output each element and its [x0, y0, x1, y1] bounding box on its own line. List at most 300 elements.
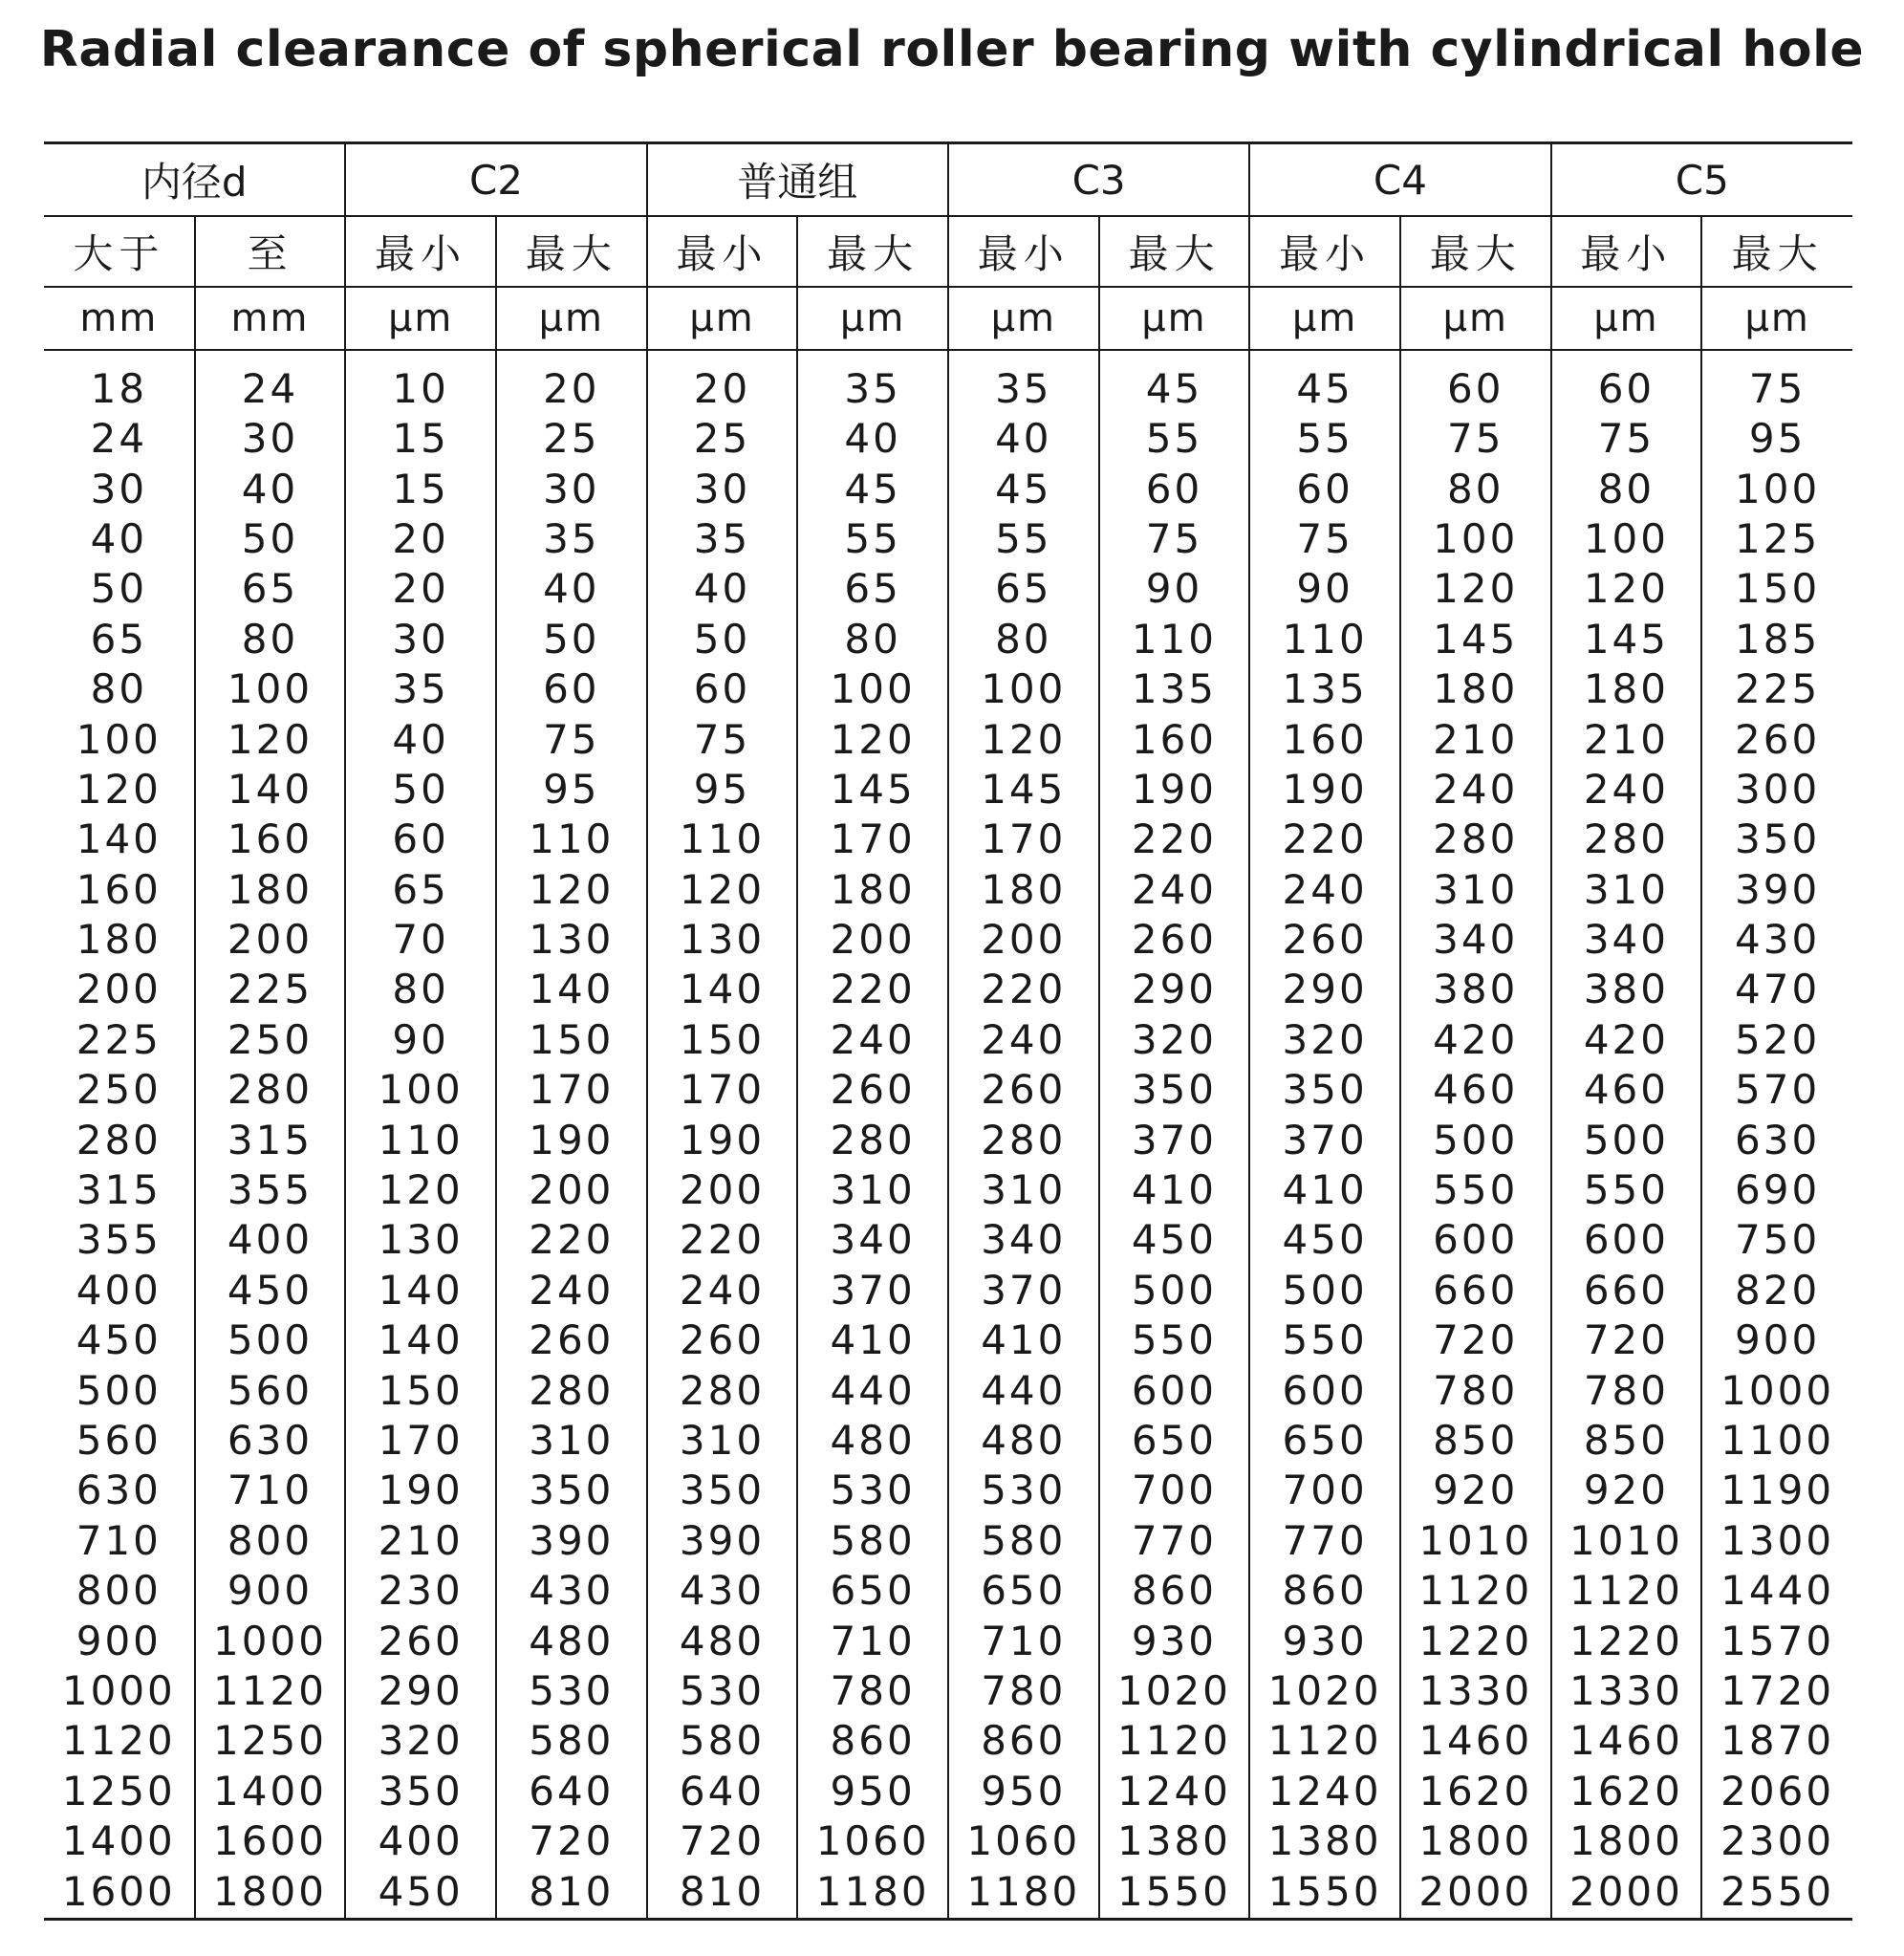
table-cell: 150: [345, 1365, 496, 1415]
table-cell: 200: [797, 915, 948, 965]
table-cell: 220: [948, 965, 1099, 1014]
table-cell: 500: [1551, 1115, 1702, 1164]
table-cell: 290: [1249, 965, 1400, 1014]
table-cell: 185: [1701, 615, 1852, 664]
unit-cell: μm: [647, 287, 798, 350]
table-cell: 145: [797, 765, 948, 815]
table-cell: 860: [1249, 1566, 1400, 1616]
table-cell: 340: [797, 1215, 948, 1265]
table-cell: 75: [1249, 514, 1400, 564]
table-cell: 860: [948, 1716, 1099, 1766]
table-cell: 145: [1551, 615, 1702, 664]
table-cell: 900: [76, 1617, 162, 1664]
table-cell: 280: [76, 1116, 162, 1163]
unit-cell: μm: [1551, 287, 1702, 350]
sub-header-min: 最小: [1249, 216, 1400, 287]
table-cell: 55: [797, 514, 948, 564]
table-cell: 440: [797, 1365, 948, 1415]
table-cell: 1180: [797, 1866, 948, 1920]
table-cell: 35: [948, 350, 1099, 414]
table-cell: 240: [1551, 765, 1702, 815]
table-cell: 1020: [1099, 1666, 1250, 1716]
table-cell: 25: [647, 414, 798, 464]
table-cell: 250: [76, 1066, 162, 1114]
table-cell: 100: [1400, 514, 1551, 564]
table-cell: 225: [1701, 664, 1852, 714]
table-cell: 720: [647, 1816, 798, 1866]
table-cell: 380: [1400, 965, 1551, 1014]
table-cell: 1120: [61, 1717, 176, 1765]
sub-header-min: 最小: [1551, 216, 1702, 287]
table-cell: 380: [1551, 965, 1702, 1014]
table-cell: 570: [1701, 1065, 1852, 1115]
table-cell: 600: [1249, 1365, 1400, 1415]
table-cell: 860: [797, 1716, 948, 1766]
table-cell: 1180: [948, 1866, 1099, 1920]
unit-cell: μm: [1701, 287, 1852, 350]
table-cell: 440: [948, 1365, 1099, 1415]
table-cell: 1060: [797, 1816, 948, 1866]
table-cell: 370: [948, 1266, 1099, 1315]
table-cell: 135: [1249, 664, 1400, 714]
table-cell: 710: [948, 1616, 1099, 1665]
table-cell: 40: [90, 514, 148, 562]
table-cell: 55: [948, 514, 1099, 564]
table-cell: 135: [1099, 664, 1250, 714]
group-c4: C4: [1249, 143, 1550, 217]
table-row: [44, 1215, 1852, 1265]
table-cell: 290: [345, 1666, 496, 1716]
table-cell: 1720: [1701, 1666, 1852, 1716]
table-cell: 160: [195, 815, 346, 864]
page-title: Radial clearance of spherical roller bearing with cylindrical hole: [39, 21, 1865, 78]
table-cell: 10: [345, 350, 496, 414]
sub-header-max: 最大: [1400, 216, 1551, 287]
table-cell: 100: [195, 664, 346, 714]
table-cell: 190: [647, 1115, 798, 1164]
table-cell: 170: [948, 815, 1099, 864]
table-row: [44, 965, 1852, 1014]
table-cell: 55: [1099, 414, 1250, 464]
table-cell: 1800: [1551, 1816, 1702, 1866]
table-cell: 370: [1249, 1115, 1400, 1164]
table-cell: 240: [1249, 865, 1400, 915]
table-cell: 660: [1551, 1266, 1702, 1315]
group-c3: C3: [948, 143, 1249, 217]
table-cell: 650: [797, 1566, 948, 1616]
table-cell: 180: [1400, 664, 1551, 714]
table-cell: 260: [797, 1065, 948, 1115]
unit-cell: μm: [948, 287, 1099, 350]
table-cell: 130: [496, 915, 647, 965]
sub-header-incl: 至: [195, 216, 346, 287]
table-cell: 640: [647, 1767, 798, 1816]
table-cell: 950: [948, 1767, 1099, 1816]
sub-header-max: 最大: [1701, 216, 1852, 287]
table-cell: 530: [948, 1466, 1099, 1515]
table-cell: 260: [1099, 915, 1250, 965]
table-cell: 280: [797, 1115, 948, 1164]
table-cell: 450: [345, 1866, 496, 1920]
table-cell: 450: [76, 1316, 162, 1364]
table-cell: 660: [1400, 1266, 1551, 1315]
table-cell: 310: [1400, 865, 1551, 915]
table-row: [44, 1516, 1852, 1566]
table-cell: 140: [76, 815, 162, 863]
unit-cell: μm: [1249, 287, 1400, 350]
table-cell: 150: [647, 1015, 798, 1065]
table-cell: 1120: [195, 1666, 346, 1716]
table-cell: 120: [1551, 564, 1702, 614]
table-cell: 820: [1701, 1266, 1852, 1315]
table-cell: 1000: [1701, 1365, 1852, 1415]
table-cell: 25: [496, 414, 647, 464]
table-cell: 24: [90, 415, 148, 463]
group-c5: C5: [1551, 143, 1852, 217]
table-cell: 530: [797, 1466, 948, 1515]
table-cell: 2000: [1551, 1866, 1702, 1920]
table-cell: 110: [1099, 615, 1250, 664]
table-cell: 220: [1099, 815, 1250, 864]
header-sub-row: [44, 216, 1852, 287]
table-cell: 180: [797, 865, 948, 915]
table-cell: 600: [1099, 1365, 1250, 1415]
table-row: [44, 664, 1852, 714]
table-cell: 300: [1701, 765, 1852, 815]
table-cell: 650: [1099, 1416, 1250, 1466]
table-cell: 500: [76, 1366, 162, 1414]
table-cell: 710: [195, 1466, 346, 1515]
table-cell: 310: [647, 1416, 798, 1466]
table-cell: 80: [1400, 464, 1551, 513]
table-cell: 920: [1400, 1466, 1551, 1515]
table-cell: 580: [797, 1516, 948, 1566]
table-cell: 580: [496, 1716, 647, 1766]
table-cell: 130: [647, 915, 798, 965]
table-cell: 240: [797, 1015, 948, 1065]
table-cell: 900: [1701, 1315, 1852, 1365]
table-cell: 50: [195, 514, 346, 564]
table-cell: 160: [76, 865, 162, 913]
table-cell: 520: [1701, 1015, 1852, 1065]
sub-header-max: 最大: [1099, 216, 1250, 287]
table-cell: 120: [345, 1165, 496, 1215]
table-cell: 170: [345, 1416, 496, 1466]
table-cell: 390: [1701, 865, 1852, 915]
table-cell: 350: [1701, 815, 1852, 864]
table-cell: 50: [90, 565, 148, 613]
table-cell: 480: [797, 1416, 948, 1466]
table-cell: 280: [647, 1365, 798, 1415]
table-cell: 260: [1701, 714, 1852, 764]
table-cell: 145: [1400, 615, 1551, 664]
header-group-row: [44, 143, 1852, 217]
table-cell: 75: [647, 714, 798, 764]
table-cell: 45: [1249, 350, 1400, 414]
table-cell: 560: [76, 1417, 162, 1464]
table-cell: 200: [195, 915, 346, 965]
unit-cell: μm: [345, 287, 496, 350]
table-cell: 190: [1099, 765, 1250, 815]
table-cell: 30: [90, 465, 148, 512]
table-cell: 1330: [1551, 1666, 1702, 1716]
table-cell: 770: [1099, 1516, 1250, 1566]
table-cell: 60: [647, 664, 798, 714]
table-row: [44, 564, 1852, 614]
table-cell: 800: [76, 1567, 162, 1615]
table-cell: 500: [1249, 1266, 1400, 1315]
sub-header-min: 最小: [948, 216, 1099, 287]
table-cell: 460: [1400, 1065, 1551, 1115]
table-row: [44, 1767, 1852, 1816]
table-cell: 90: [1249, 564, 1400, 614]
table-cell: 20: [496, 350, 647, 414]
table-cell: 450: [1099, 1215, 1250, 1265]
table-cell: 35: [647, 514, 798, 564]
table-cell: 260: [1249, 915, 1400, 965]
table-cell: 70: [345, 915, 496, 965]
table-cell: 30: [647, 464, 798, 513]
table-cell: 2550: [1701, 1866, 1852, 1920]
table-row: [44, 1616, 1852, 1665]
table-cell: 350: [647, 1466, 798, 1515]
table-cell: 160: [1099, 714, 1250, 764]
table-cell: 250: [195, 1015, 346, 1065]
table-cell: 720: [496, 1816, 647, 1866]
table-cell: 40: [195, 464, 346, 513]
table-cell: 170: [647, 1065, 798, 1115]
table-cell: 80: [1551, 464, 1702, 513]
table-cell: 500: [195, 1315, 346, 1365]
table-cell: 95: [1701, 414, 1852, 464]
table-cell: 500: [1400, 1115, 1551, 1164]
table-cell: 500: [1099, 1266, 1250, 1315]
table-cell: 95: [647, 765, 798, 815]
table-cell: 630: [1701, 1115, 1852, 1164]
table-row: [44, 714, 1852, 764]
table-cell: 80: [797, 615, 948, 664]
table-cell: 120: [195, 714, 346, 764]
table-row: [44, 1365, 1852, 1415]
table-cell: 780: [797, 1666, 948, 1716]
table-cell: 1240: [1099, 1767, 1250, 1816]
table-cell: 220: [647, 1215, 798, 1265]
header-unit-row: [44, 287, 1852, 350]
table-cell: 145: [948, 765, 1099, 815]
table-cell: 1000: [61, 1666, 176, 1714]
table-cell: 430: [647, 1566, 798, 1616]
table-cell: 390: [496, 1516, 647, 1566]
table-cell: 1800: [195, 1866, 346, 1920]
table-cell: 110: [647, 815, 798, 864]
table-cell: 850: [1551, 1416, 1702, 1466]
table-cell: 630: [195, 1416, 346, 1466]
table-cell: 45: [797, 464, 948, 513]
table-cell: 1100: [1701, 1416, 1852, 1466]
table-cell: 2300: [1701, 1816, 1852, 1866]
table-cell: 690: [1701, 1165, 1852, 1215]
table-cell: 1550: [1249, 1866, 1400, 1920]
table-cell: 170: [797, 815, 948, 864]
table-row: [44, 815, 1852, 864]
table-cell: 230: [345, 1566, 496, 1616]
table-cell: 580: [948, 1516, 1099, 1566]
table-cell: 140: [345, 1266, 496, 1315]
table-cell: 810: [647, 1866, 798, 1920]
table-cell: 140: [195, 765, 346, 815]
table-cell: 470: [1701, 965, 1852, 1014]
table-cell: 260: [647, 1315, 798, 1365]
table-cell: 350: [1249, 1065, 1400, 1115]
table-cell: 1440: [1701, 1566, 1852, 1616]
table-cell: 650: [1249, 1416, 1400, 1466]
table-cell: 60: [1249, 464, 1400, 513]
table-row: [44, 1666, 1852, 1716]
table-cell: 240: [948, 1015, 1099, 1065]
table-cell: 1010: [1400, 1516, 1551, 1566]
table-cell: 650: [948, 1566, 1099, 1616]
table-cell: 780: [948, 1666, 1099, 1716]
sub-header-min: 最小: [345, 216, 496, 287]
table-cell: 190: [345, 1466, 496, 1515]
table-cell: 40: [797, 414, 948, 464]
table-cell: 850: [1400, 1416, 1551, 1466]
table-cell: 480: [948, 1416, 1099, 1466]
table-cell: 1220: [1551, 1616, 1702, 1665]
table-cell: 1600: [44, 1866, 195, 1920]
table-cell: 930: [1099, 1616, 1250, 1665]
table-cell: 190: [1249, 765, 1400, 815]
table-cell: 180: [76, 916, 162, 964]
clearance-table-container: [44, 141, 1852, 1921]
table-cell: 340: [1551, 915, 1702, 965]
table-cell: 1600: [195, 1816, 346, 1866]
table-cell: 65: [90, 615, 148, 663]
table-cell: 530: [496, 1666, 647, 1716]
table-cell: 190: [496, 1115, 647, 1164]
table-cell: 900: [195, 1566, 346, 1616]
table-cell: 100: [948, 664, 1099, 714]
table-cell: 400: [76, 1266, 162, 1314]
table-cell: 370: [1099, 1115, 1250, 1164]
table-cell: 410: [797, 1315, 948, 1365]
table-cell: 720: [1551, 1315, 1702, 1365]
table-cell: 410: [1099, 1165, 1250, 1215]
table-header: [44, 143, 1852, 351]
table-cell: 210: [1400, 714, 1551, 764]
sub-header-max: 最大: [797, 216, 948, 287]
table-cell: 1380: [1099, 1816, 1250, 1866]
table-cell: 60: [1400, 350, 1551, 414]
table-cell: 355: [195, 1165, 346, 1215]
table-cell: 110: [496, 815, 647, 864]
table-cell: 55: [1249, 414, 1400, 464]
table-row: [44, 1716, 1852, 1766]
table-cell: 95: [496, 765, 647, 815]
table-cell: 200: [496, 1165, 647, 1215]
table-cell: 280: [496, 1365, 647, 1415]
table-cell: 140: [345, 1315, 496, 1365]
table-cell: 920: [1551, 1466, 1702, 1515]
table-cell: 15: [345, 464, 496, 513]
table-cell: 200: [948, 915, 1099, 965]
table-cell: 1060: [948, 1816, 1099, 1866]
table-cell: 45: [1099, 350, 1250, 414]
table-row: [44, 1466, 1852, 1515]
table-cell: 600: [1400, 1215, 1551, 1265]
table-cell: 60: [1099, 464, 1250, 513]
table-cell: 240: [647, 1266, 798, 1315]
table-cell: 810: [496, 1866, 647, 1920]
table-cell: 600: [1551, 1215, 1702, 1265]
table-cell: 80: [90, 665, 148, 713]
table-row: [44, 765, 1852, 815]
table-cell: 100: [1551, 514, 1702, 564]
table-cell: 1570: [1701, 1616, 1852, 1665]
table-cell: 1120: [1099, 1716, 1250, 1766]
table-cell: 240: [1400, 765, 1551, 815]
table-row: [44, 865, 1852, 915]
table-cell: 310: [496, 1416, 647, 1466]
table-cell: 630: [76, 1467, 162, 1514]
table-cell: 800: [195, 1516, 346, 1566]
table-cell: 220: [1249, 815, 1400, 864]
table-row: [44, 1115, 1852, 1164]
table-cell: 170: [496, 1065, 647, 1115]
table-cell: 1550: [1099, 1866, 1250, 1920]
sub-header-min: 最小: [647, 216, 798, 287]
table-cell: 720: [1400, 1315, 1551, 1365]
table-cell: 480: [647, 1616, 798, 1665]
table-cell: 1620: [1551, 1767, 1702, 1816]
table-cell: 310: [948, 1165, 1099, 1215]
table-cell: 220: [797, 965, 948, 1014]
table-cell: 1380: [1249, 1816, 1400, 1866]
table-cell: 20: [345, 514, 496, 564]
table-cell: 1400: [61, 1817, 176, 1865]
table-cell: 75: [496, 714, 647, 764]
table-cell: 80: [195, 615, 346, 664]
table-cell: 80: [948, 615, 1099, 664]
table-cell: 1120: [1400, 1566, 1551, 1616]
sub-header-over: 大于: [44, 216, 195, 287]
table-cell: 315: [76, 1166, 162, 1214]
table-cell: 120: [76, 765, 162, 813]
table-cell: 50: [345, 765, 496, 815]
table-row: [44, 915, 1852, 965]
table-row: [44, 1065, 1852, 1115]
table-cell: 560: [195, 1365, 346, 1415]
table-cell: 1800: [1400, 1816, 1551, 1866]
table-cell: 320: [345, 1716, 496, 1766]
table-cell: 18: [90, 365, 148, 412]
table-cell: 410: [1249, 1165, 1400, 1215]
table-cell: 700: [1249, 1466, 1400, 1515]
table-cell: 24: [195, 350, 346, 414]
table-cell: 780: [1400, 1365, 1551, 1415]
table-cell: 2060: [1701, 1767, 1852, 1816]
unit-cell: μm: [1400, 287, 1551, 350]
table-cell: 280: [195, 1065, 346, 1115]
table-cell: 110: [345, 1115, 496, 1164]
table-cell: 40: [345, 714, 496, 764]
table-cell: 770: [1249, 1516, 1400, 1566]
table-cell: 90: [1099, 564, 1250, 614]
table-cell: 580: [647, 1716, 798, 1766]
table-cell: 140: [647, 965, 798, 1014]
table-cell: 460: [1551, 1065, 1702, 1115]
table-cell: 90: [345, 1015, 496, 1065]
